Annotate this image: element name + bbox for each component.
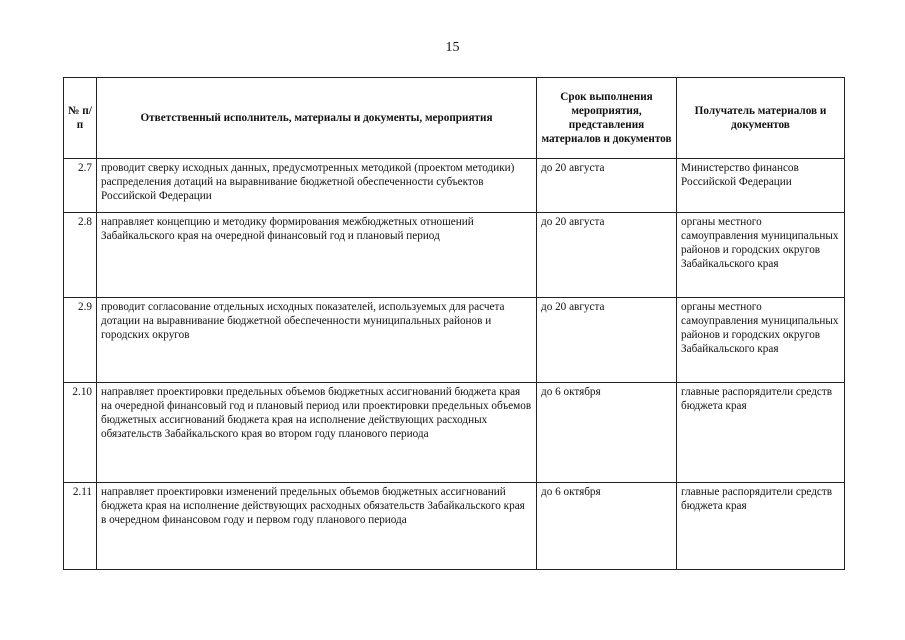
row-num: 2.9	[64, 298, 97, 383]
table-header-row	[64, 78, 845, 159]
row-activity: проводит согласование отдельных исходных показателей, используемых для расчета дотации на выравнивание бюджетной обеспеченности муниципальных районов и городских округов	[97, 298, 537, 383]
row-term: до 20 августа	[537, 213, 677, 298]
schedule-table	[63, 77, 845, 570]
row-num: 2.7	[64, 159, 97, 213]
header-num: № п/п	[64, 78, 97, 159]
row-recipient: главные распорядители средств бюджета края	[677, 483, 845, 570]
table-row	[64, 159, 845, 213]
row-term: до 20 августа	[537, 298, 677, 383]
row-recipient: органы местного самоуправления муниципальных районов и городских округов Забайкальского края	[677, 213, 845, 298]
row-term: до 20 августа	[537, 159, 677, 213]
table-row	[64, 483, 845, 570]
header-recipient: Получатель материалов и документов	[677, 78, 845, 159]
row-activity: направляет концепцию и методику формирования межбюджетных отношений Забайкальского края на очередной финансовый год и плановый период	[97, 213, 537, 298]
row-num: 2.11	[64, 483, 97, 570]
table-row	[64, 298, 845, 383]
row-activity: проводит сверку исходных данных, предусмотренных методикой (проектом методики) распределения дотаций на выравнивание бюджетной обеспеченности субъектов Российской Федерации	[97, 159, 537, 213]
row-recipient: главные распорядители средств бюджета края	[677, 383, 845, 483]
row-num: 2.10	[64, 383, 97, 483]
table-row	[64, 213, 845, 298]
row-activity: направляет проектировки изменений предельных объемов бюджетных ассигнований бюджета края на исполнение действующих расходных обязательств Забайкальского края в очередном финансовом году и первом году планового периода	[97, 483, 537, 570]
row-activity: направляет проектировки предельных объемов бюджетных ассигнований бюджета края на очередной финансовый год и плановый период или проектировки предельных объемов бюджетных ассигнований бюджета края на исполнение действующих расходных обязательств Забайкальского края во втором году планового периода	[97, 383, 537, 483]
row-recipient: Министерство финансов Российской Федерации	[677, 159, 845, 213]
header-activity: Ответственный исполнитель, материалы и документы, мероприятия	[97, 78, 537, 159]
row-term: до 6 октября	[537, 383, 677, 483]
row-recipient: органы местного самоуправления муниципальных районов и городских округов Забайкальского края	[677, 298, 845, 383]
header-term: Срок выполнения мероприятия, представления материалов и документов	[537, 78, 677, 159]
table-row	[64, 383, 845, 483]
page-number: 15	[445, 40, 460, 55]
row-num: 2.8	[64, 213, 97, 298]
row-term: до 6 октября	[537, 483, 677, 570]
